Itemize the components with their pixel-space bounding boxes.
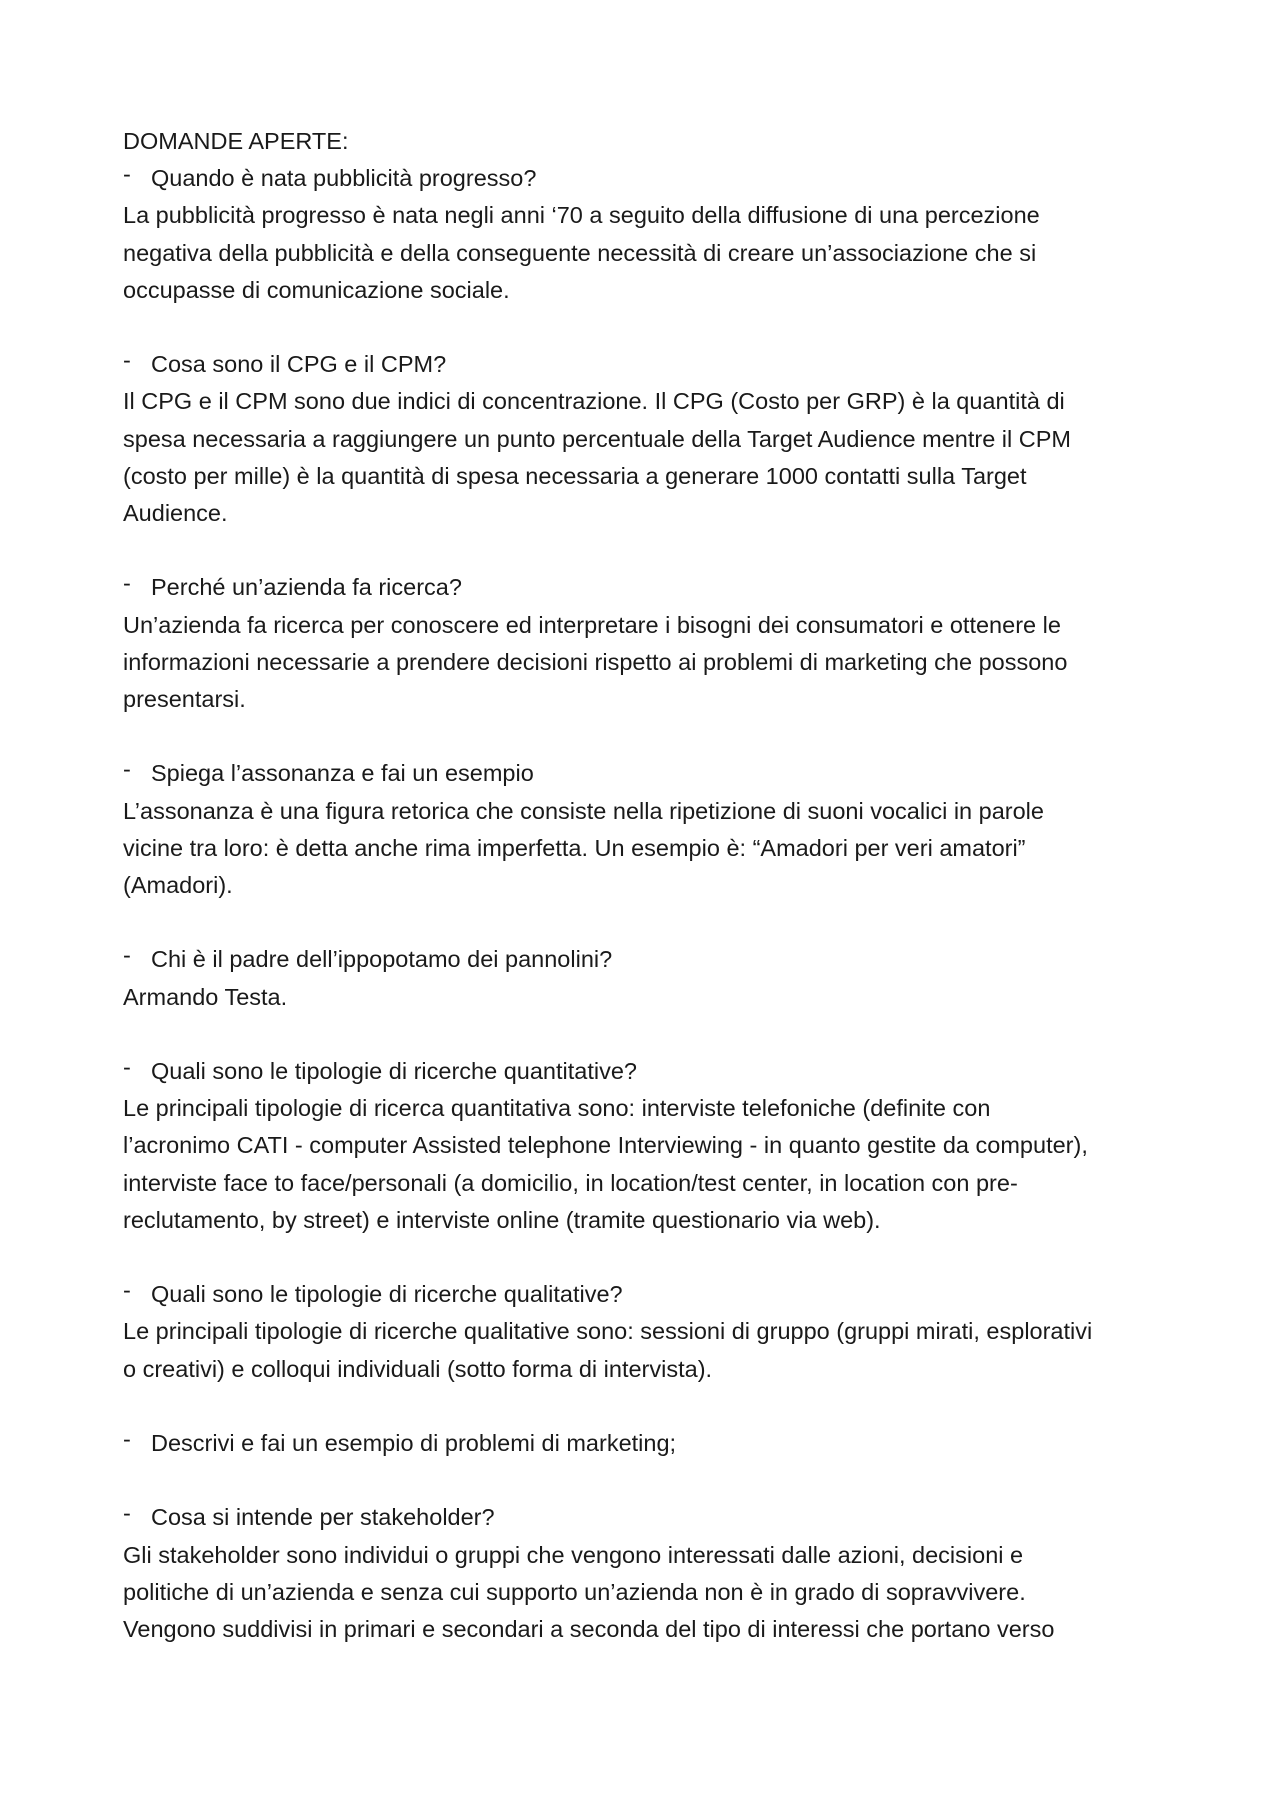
answer-line: presentarsi. (123, 686, 246, 713)
qa-block (123, 941, 1183, 1015)
qa-block (123, 1053, 1183, 1239)
document-heading: DOMANDE APERTE: (123, 128, 349, 154)
qa-block (123, 1276, 1183, 1388)
answer-line: (costo per mille) è la quantità di spesa necessaria a generare 1000 contatti sulla Target (123, 462, 1027, 489)
answer-line: o creativi) e colloqui individuali (sotto forma di intervista). (123, 1355, 713, 1382)
question (123, 1499, 1183, 1536)
question-text: Perché un’azienda fa ricerca? (151, 574, 462, 601)
spacer (123, 1239, 1183, 1276)
question-text: Quali sono le tipologie di ricerche qualitative? (151, 1281, 623, 1308)
qa-block (123, 1425, 1183, 1462)
spacer (123, 718, 1183, 755)
qa-block (123, 346, 1183, 532)
answer-line: L’assonanza è una figura retorica che consiste nella ripetizione di suoni vocalici in parole (123, 797, 1044, 824)
qa-block (123, 569, 1183, 718)
bullet-dash: - (123, 1277, 131, 1304)
question-text: Quali sono le tipologie di ricerche quantitative? (151, 1058, 637, 1084)
answer-line: occupasse di comunicazione sociale. (123, 276, 510, 303)
answer-line: Un’azienda fa ricerca per conoscere ed interpretare i bisogni dei consumatori e ottenere le (123, 611, 1061, 638)
bullet-dash: - (123, 1426, 131, 1452)
answer-line: (Amadori). (123, 872, 233, 899)
answer-line: negativa della pubblicità e della conseguente necessità di creare un’associazione che si (123, 239, 1037, 266)
question-text: Cosa sono il CPG e il CPM? (151, 351, 447, 378)
answer-line: Gli stakeholder sono individui o gruppi che vengono interessati dalle azioni, decisioni e (123, 1541, 1024, 1568)
bullet-dash: - (123, 570, 131, 597)
bullet-dash: - (123, 942, 131, 969)
answer-line: vicine tra loro: è detta anche rima imperfetta. Un esempio è: “Amadori per veri amatori” (123, 834, 1026, 861)
qa-block (123, 160, 1183, 309)
qa-block (123, 755, 1183, 904)
answer-line: Armando Testa. (123, 983, 288, 1010)
question (123, 1053, 1183, 1090)
question-text: Chi è il padre dell’ippopotamo dei pannolini? (151, 946, 613, 973)
answer-line: Il CPG e il CPM sono due indici di concentrazione. Il CPG (Costo per GRP) è la quantità di (123, 388, 1065, 415)
answer-line: l’acronimo CATI - computer Assisted telephone Interviewing - in quanto gestite da computer), (123, 1132, 1088, 1159)
question-text: Cosa si intende per stakeholder? (151, 1504, 495, 1531)
answer-line: reclutamento, by street) e interviste online (tramite questionario via web). (123, 1206, 881, 1233)
question (123, 569, 1183, 606)
answer-line: informazioni necessarie a prendere decisioni rispetto ai problemi di marketing che possono (123, 648, 1068, 675)
question-text: Spiega l’assonanza e fai un esempio (151, 760, 534, 787)
question (123, 346, 1183, 383)
answer-line: Le principali tipologie di ricerche qualitative sono: sessioni di gruppo (gruppi mirati, esplorativi (123, 1318, 1093, 1345)
spacer (123, 1016, 1183, 1053)
question-text: Quando è nata pubblicità progresso? (151, 165, 537, 192)
answer-line: Le principali tipologie di ricerca quantitativa sono: interviste telefoniche (definite con (123, 1095, 991, 1122)
spacer (123, 532, 1183, 569)
question (123, 160, 1183, 197)
spacer (123, 904, 1183, 941)
answer-line: interviste face to face/personali (a domicilio, in location/test center, in location con pre- (123, 1169, 1018, 1196)
bullet-dash: - (123, 161, 131, 188)
question (123, 1425, 1183, 1462)
bullet-dash: - (123, 1054, 131, 1080)
spacer (123, 309, 1183, 346)
question (123, 941, 1183, 978)
bullet-dash: - (123, 347, 131, 374)
bullet-dash: - (123, 756, 131, 783)
bullet-dash: - (123, 1500, 131, 1527)
question (123, 755, 1183, 792)
question (123, 1276, 1183, 1313)
spacer (123, 1462, 1183, 1499)
qa-block (123, 1499, 1183, 1648)
answer-line: La pubblicità progresso è nata negli anni ‘70 a seguito della diffusione di una percezione (123, 202, 1040, 229)
question-text: Descrivi e fai un esempio di problemi di marketing; (151, 1430, 677, 1456)
answer-line: spesa necessaria a raggiungere un punto percentuale della Target Audience mentre il CPM (123, 425, 1071, 452)
answer-line: politiche di un’azienda e senza cui supporto un’azienda non è in grado di sopravvivere. (123, 1578, 1026, 1605)
spacer (123, 1388, 1183, 1425)
document-page (123, 123, 1183, 1648)
answer-line: Audience. (123, 500, 228, 527)
answer-line: Vengono suddivisi in primari e secondari a seconda del tipo di interessi che portano verso (123, 1616, 1055, 1642)
